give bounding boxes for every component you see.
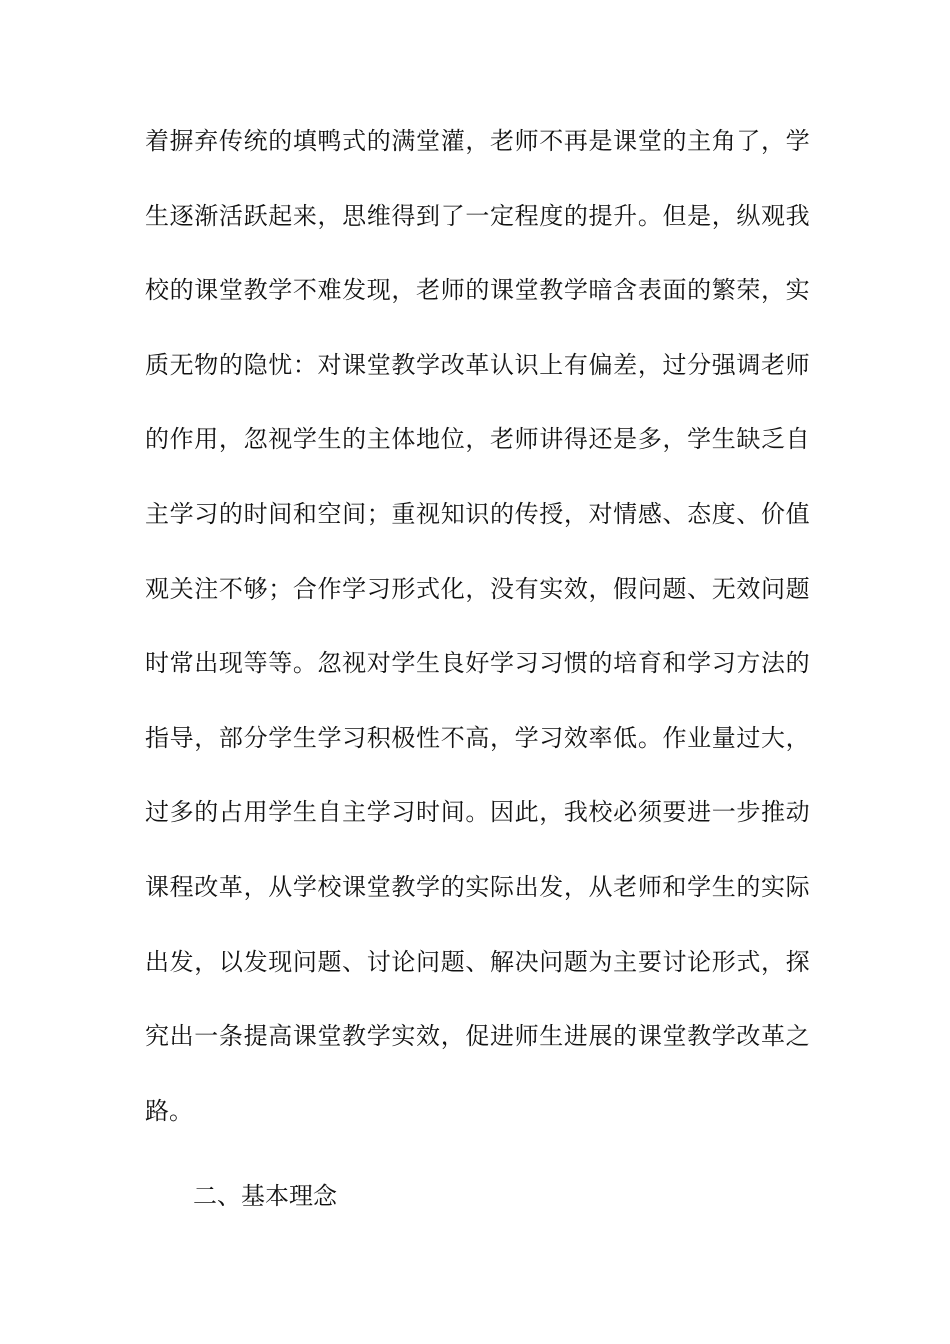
paragraph-line: 校 的 课 堂 教 学 不 难 发 现 ， 老 师 的 课 堂 教 学 暗 含 表 面 的 繁 荣 ， 实 — [145, 276, 810, 305]
paragraph-line: 指 导 ， 部 分 学 生 学 习 积 极 性 不 高 ， 学 习 效 率 低 。 作 业 量 过 大 ， — [145, 723, 810, 752]
paragraph-line: 质 无 物 的 隐 忧 ： 对 课 堂 教 学 改 革 认 识 上 有 偏 差 ， 过 分 强 调 老 师 — [145, 350, 810, 379]
paragraph-line: 主 学 习 的 时 间 和 空 间 ； 重 视 知 识 的 传 授 ， 对 情 感 、 态 度 、 价 值 — [145, 499, 810, 528]
body-paragraph — [145, 128, 810, 1172]
paragraph-line: 过 多 的 占 用 学 生 自 主 学 习 时 间 。 因 此 ， 我 校 必 须 要 进 一 步 推 动 — [145, 798, 810, 827]
paragraph-line: 究 出 一 条 提 高 课 堂 教 学 实 效 ， 促 进 师 生 进 展 的 课 堂 教 学 改 革 之 — [145, 1022, 810, 1051]
paragraph-line: 出 发 ， 以 发 现 问 题 、 讨 论 问 题 、 解 决 问 题 为 主 要 讨 论 形 式 ， 探 — [145, 947, 810, 976]
section-heading: 二、基本理念 — [193, 1182, 337, 1210]
paragraph-line: 课 程 改 革 ， 从 学 校 课 堂 教 学 的 实 际 出 发 ， 从 老 师 和 学 生 的 实 际 — [145, 872, 810, 901]
paragraph-line: 生 逐 渐 活 跃 起 来 ， 思 维 得 到 了 一 定 程 度 的 提 升 。 但 是 ， 纵 观 我 — [145, 201, 810, 230]
paragraph-line: 路。 — [145, 1096, 193, 1125]
paragraph-line: 观 关 注 不 够 ； 合 作 学 习 形 式 化 ， 没 有 实 效 ， 假 问 题 、 无 效 问 题 — [145, 574, 810, 603]
paragraph-line: 的 作 用 ， 忽 视 学 生 的 主 体 地 位 ， 老 师 讲 得 还 是 多 ， 学 生 缺 乏 自 — [145, 425, 810, 454]
paragraph-line: 时 常 出 现 等 等 。 忽 视 对 学 生 良 好 学 习 习 惯 的 培 育 和 学 习 方 法 的 — [145, 649, 810, 678]
paragraph-line: 着 摒 弃 传 统 的 填 鸭 式 的 满 堂 灌 ， 老 师 不 再 是 课 堂 的 主 角 了 ， 学 — [145, 127, 810, 155]
